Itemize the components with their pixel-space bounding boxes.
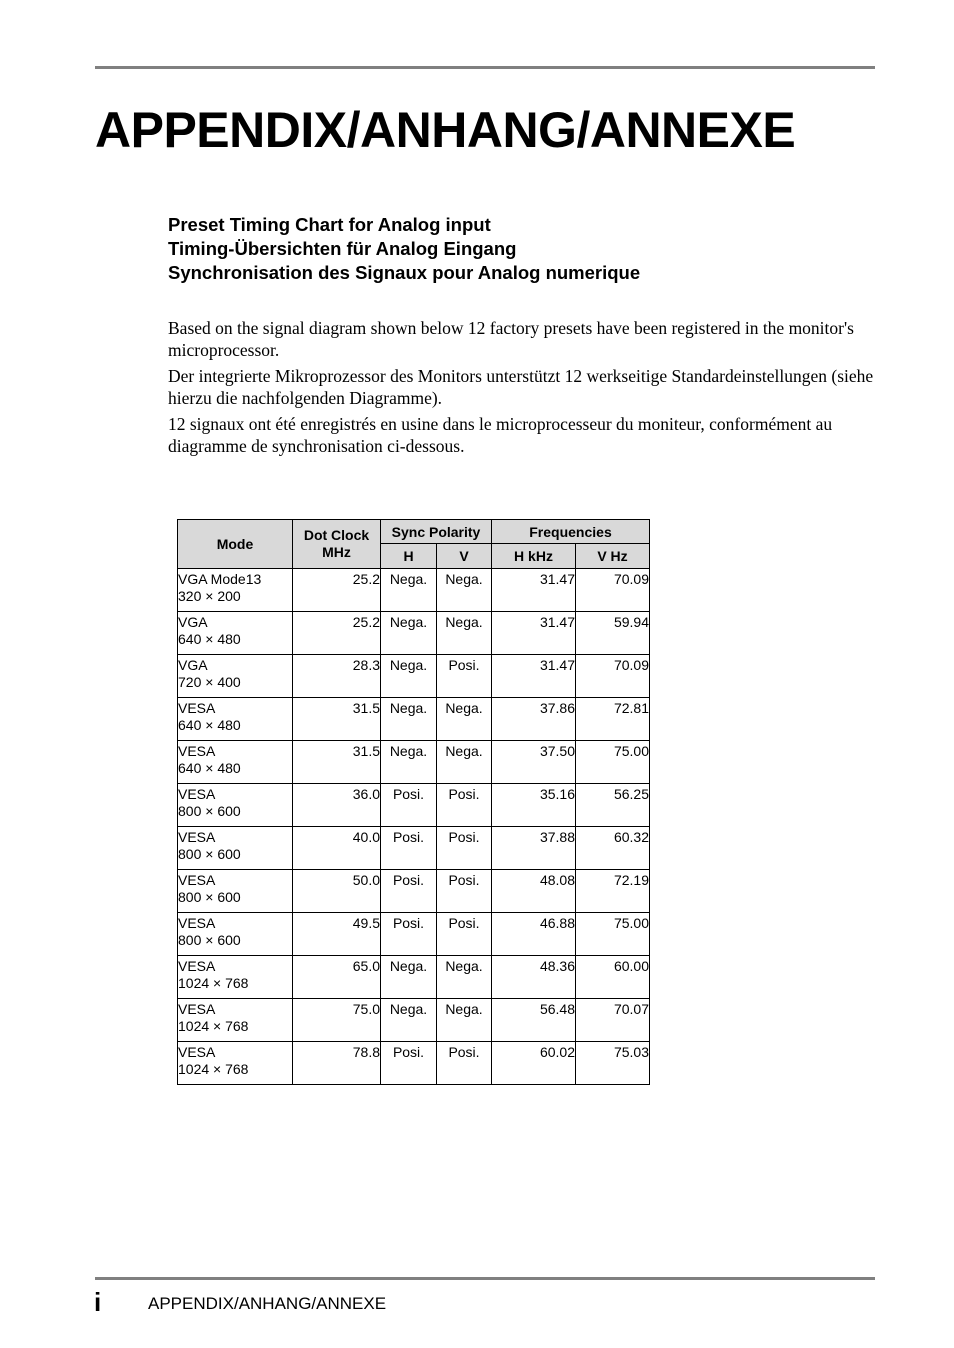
cell-mode [178,827,293,870]
cell-dot-clock: 31.5 [293,741,381,784]
mode-name: VESA [178,1001,216,1017]
page-title: APPENDIX/ANHANG/ANNEXE [95,102,796,158]
cell-v-polarity: Posi. [437,913,492,956]
cell-dot-clock: 65.0 [293,956,381,999]
mode-resolution: 640 × 480 [178,760,241,776]
mode-name: VESA [178,829,216,845]
table-row [178,698,650,741]
header-dot-clock-line2: MHz [322,544,351,560]
header-v: V [437,544,492,569]
cell-h-polarity: Nega. [381,956,437,999]
cell-v-polarity: Nega. [437,741,492,784]
cell-h-polarity: Posi. [381,827,437,870]
header-mode: Mode [178,520,293,569]
paragraph-english: Based on the signal diagram shown below 12 factory presets have been registered in the monitor's microprocessor. [168,318,854,360]
footer-page-number: i [94,1287,102,1317]
cell-dot-clock: 25.2 [293,612,381,655]
mode-name: VESA [178,872,216,888]
mode-resolution: 800 × 600 [178,803,241,819]
cell-v-polarity: Posi. [437,655,492,698]
table-row [178,827,650,870]
cell-h-khz: 31.47 [492,612,576,655]
mode-resolution: 320 × 200 [178,588,241,604]
cell-dot-clock: 25.2 [293,569,381,612]
mode-resolution: 640 × 480 [178,717,241,733]
cell-v-hz: 60.32 [576,827,650,870]
table-row [178,569,650,612]
mode-name: VGA Mode13 [178,571,262,587]
cell-h-polarity: Nega. [381,655,437,698]
cell-v-hz: 70.09 [576,569,650,612]
mode-name: VESA [178,915,216,931]
cell-v-hz: 75.00 [576,741,650,784]
cell-h-khz: 56.48 [492,999,576,1042]
mode-name: VGA [178,657,208,673]
cell-dot-clock: 49.5 [293,913,381,956]
cell-mode [178,698,293,741]
cell-v-hz: 70.09 [576,655,650,698]
cell-v-hz: 72.81 [576,698,650,741]
mode-resolution: 1024 × 768 [178,1061,249,1077]
header-sync-polarity: Sync Polarity [381,520,492,544]
cell-h-khz: 37.86 [492,698,576,741]
table-row [178,913,650,956]
cell-h-polarity: Posi. [381,913,437,956]
preset-timing-table [177,519,650,1085]
mode-resolution: 800 × 600 [178,846,241,862]
cell-h-khz: 46.88 [492,913,576,956]
mode-name: VESA [178,743,216,759]
cell-mode [178,612,293,655]
cell-dot-clock: 50.0 [293,870,381,913]
section-heading-french: Synchronisation des Signaux pour Analog numerique [168,262,641,283]
cell-v-hz: 75.00 [576,913,650,956]
header-h-khz: H kHz [492,544,576,569]
cell-v-hz: 72.19 [576,870,650,913]
cell-dot-clock: 75.0 [293,999,381,1042]
mode-resolution: 640 × 480 [178,631,241,647]
cell-dot-clock: 36.0 [293,784,381,827]
cell-h-khz: 48.36 [492,956,576,999]
cell-mode [178,784,293,827]
cell-mode [178,655,293,698]
top-rule [95,66,875,69]
cell-mode [178,1042,293,1085]
cell-mode [178,956,293,999]
mode-name: VESA [178,958,216,974]
cell-v-polarity: Posi. [437,784,492,827]
footer-title: APPENDIX/ANHANG/ANNEXE [148,1294,387,1313]
cell-v-hz: 59.94 [576,612,650,655]
mode-resolution: 800 × 600 [178,932,241,948]
table-row [178,655,650,698]
mode-name: VESA [178,786,216,802]
cell-v-polarity: Nega. [437,569,492,612]
cell-v-hz: 75.03 [576,1042,650,1085]
cell-v-hz: 60.00 [576,956,650,999]
cell-dot-clock: 31.5 [293,698,381,741]
cell-h-khz: 60.02 [492,1042,576,1085]
cell-v-polarity: Nega. [437,956,492,999]
cell-h-polarity: Nega. [381,612,437,655]
cell-h-polarity: Posi. [381,1042,437,1085]
table-row [178,1042,650,1085]
cell-h-polarity: Nega. [381,698,437,741]
cell-h-khz: 31.47 [492,655,576,698]
cell-mode [178,913,293,956]
mode-resolution: 800 × 600 [178,889,241,905]
cell-h-khz: 48.08 [492,870,576,913]
mode-resolution: 720 × 400 [178,674,241,690]
header-dot-clock [293,520,381,569]
paragraph-french: 12 signaux ont été enregistrés en usine dans le microprocesseur du moniteur, conformément au diagramme de synchronisation ci-dessous. [168,414,833,456]
cell-dot-clock: 78.8 [293,1042,381,1085]
mode-name: VESA [178,1044,216,1060]
cell-h-polarity: Nega. [381,741,437,784]
cell-h-khz: 37.88 [492,827,576,870]
cell-v-polarity: Posi. [437,827,492,870]
cell-dot-clock: 28.3 [293,655,381,698]
cell-dot-clock: 40.0 [293,827,381,870]
header-frequencies: Frequencies [492,520,650,544]
cell-h-polarity: Posi. [381,870,437,913]
bottom-rule [95,1277,875,1280]
header-dot-clock-line1: Dot Clock [303,527,370,543]
section-headings [168,213,640,285]
cell-v-hz: 56.25 [576,784,650,827]
table-row [178,741,650,784]
cell-mode [178,741,293,784]
cell-h-khz: 37.50 [492,741,576,784]
mode-name: VGA [178,614,208,630]
cell-v-hz: 70.07 [576,999,650,1042]
table-row [178,956,650,999]
mode-resolution: 1024 × 768 [178,1018,249,1034]
cell-mode [178,870,293,913]
cell-v-polarity: Posi. [437,870,492,913]
table-row [178,999,650,1042]
mode-resolution: 1024 × 768 [178,975,249,991]
cell-v-polarity: Posi. [437,1042,492,1085]
cell-h-khz: 31.47 [492,569,576,612]
table-row [178,784,650,827]
cell-h-khz: 35.16 [492,784,576,827]
intro-text [168,317,874,461]
cell-mode [178,999,293,1042]
cell-v-polarity: Nega. [437,612,492,655]
mode-name: VESA [178,700,216,716]
table-row [178,612,650,655]
cell-v-polarity: Nega. [437,999,492,1042]
section-heading-english: Preset Timing Chart for Analog input [168,214,491,235]
table-row [178,870,650,913]
section-heading-german: Timing-Übersichten für Analog Eingang [168,238,517,259]
header-v-hz: V Hz [576,544,650,569]
cell-mode [178,569,293,612]
paragraph-german: Der integrierte Mikroprozessor des Monitors unterstützt 12 werkseitige Standardeinstellungen (siehe hierzu die nachfolgenden Diagramme). [168,366,874,408]
header-h: H [381,544,437,569]
cell-v-polarity: Nega. [437,698,492,741]
cell-h-polarity: Nega. [381,999,437,1042]
timing-rows [178,569,650,1085]
cell-h-polarity: Posi. [381,784,437,827]
cell-h-polarity: Nega. [381,569,437,612]
